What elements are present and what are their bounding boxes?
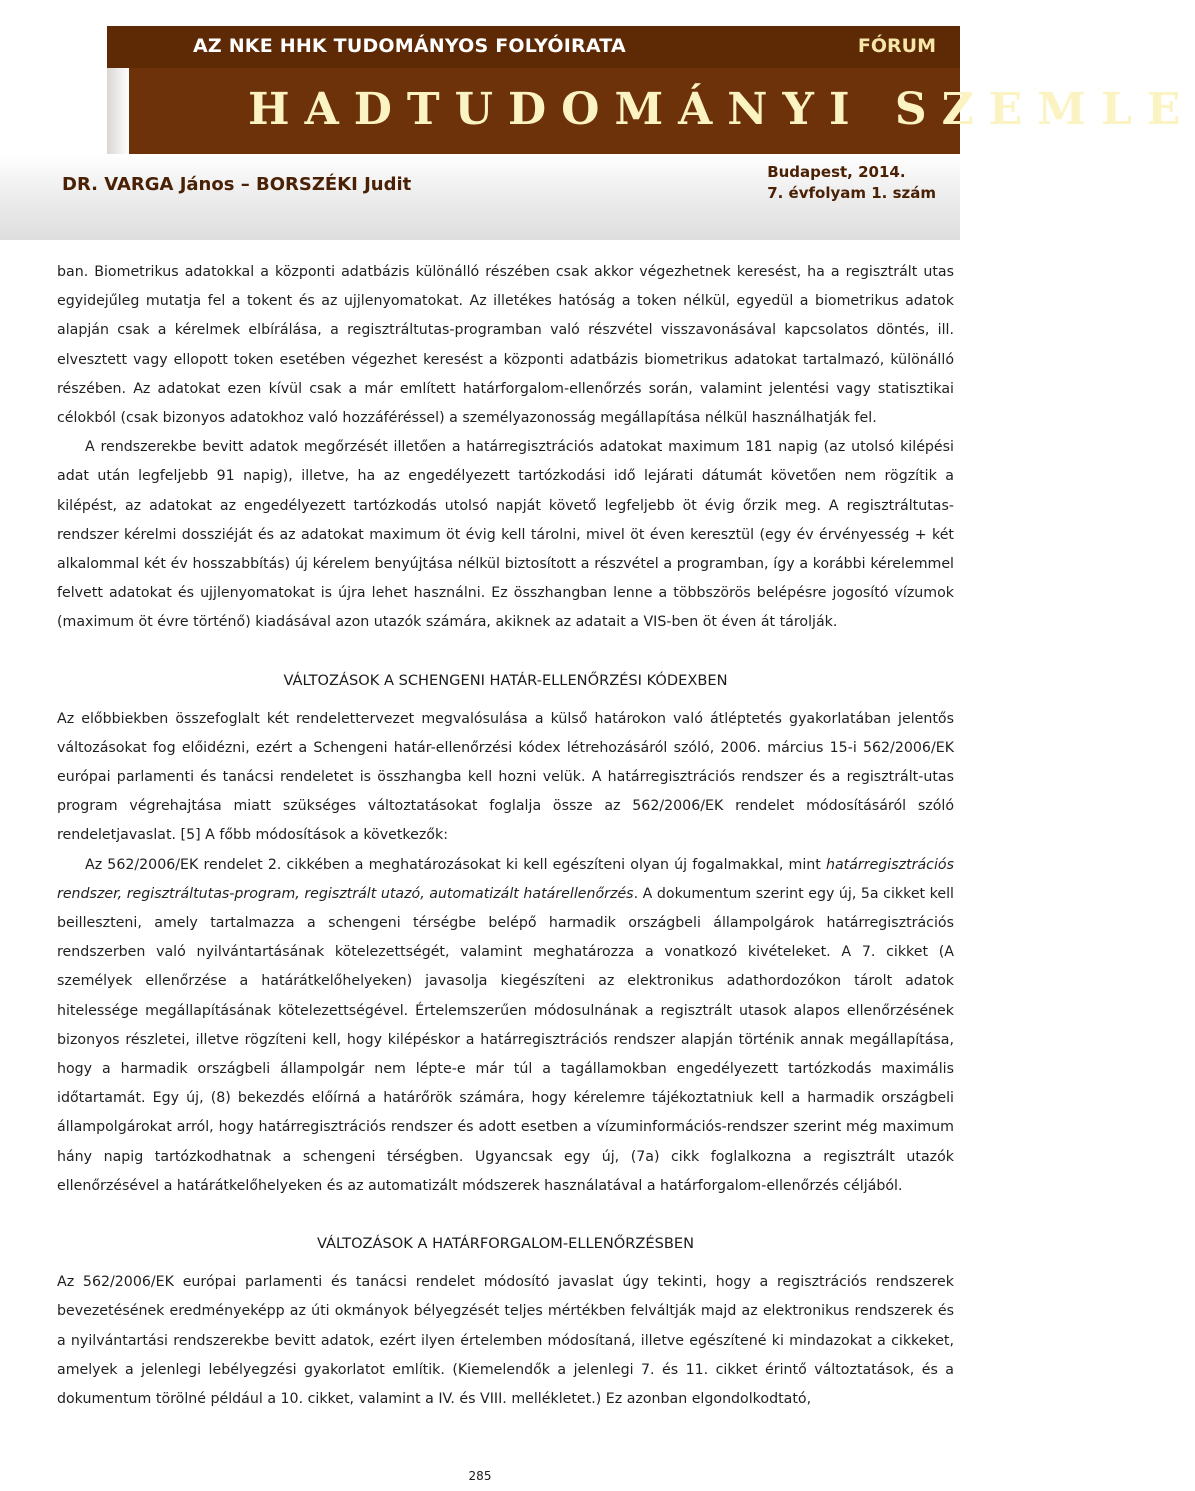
issue-volume: 7. évfolyam 1. szám	[767, 184, 936, 202]
paragraph: ban. Biometrikus adatokkal a központi adatbázis különálló részében csak akkor végezhetnek keresést, ha a regisztrált utas egyidejűleg mutatja fel a tokent és az ujjlenyomatokat. Az illetékes hatóság a token nélkül, egyedül a biometrikus adatok alapján csak a kérelmek elbírálása, a regisztráltutas-programban való részvétel visszavonásával kapcsolatos döntés, ill. elvesztett vagy ellopott token esetében végezhet keresést a központi adatbázis biometrikus adatokat tartalmazó, különálló részében. Az adatokat ezen kívül csak a már említett határforgalom-ellenőrzés során, valamint jelentési vagy statisztikai célokból (csak bizonyos adatokhoz való hozzáféréssel) a személyazonosság megállapítása nélkül használhatják fel.	[57, 264, 954, 427]
header-side-accent	[107, 68, 129, 154]
paragraph: Az előbbiekben összefoglalt két rendelettervezet megvalósulása a külső határokon való átléptetés gyakorlatában jelentős változásokat fog előidézni, ezért a Schengeni határ-ellenőrzési kódex létrehozásáról szóló, 2006. március 15-i 562/2006/EK európai parlamenti és tanácsi rendeletet is összhangba kell hozni velük. A határregisztrációs rendszer és a regisztrált-utas program végrehajtása miatt szükséges változtatásokat foglalja össze az 562/2006/EK rendelet módosításáról szóló rendeletjavaslat. [5] A főbb módosítások a következők:	[57, 710, 954, 844]
paragraph-text: Az 562/2006/EK rendelet 2. cikkében a meghatározásokat ki kell egészíteni olyan új fogalmakkal, mint	[85, 856, 826, 873]
paragraph: Az 562/2006/EK európai parlamenti és tanácsi rendelet módosító javaslat úgy tekinti, hogy a regisztrációs rendszerek bevezetésének eredményeképp az úti okmányok bélyegzését teljes mértékben felváltják majd az elektronikus rendszerek és a nyilvántartási rendszerekbe bevitt adatok, ezért ilyen értelemben módosítaná, illetve egészítené ki mindazokat a cikkeket, amelyek a jelenlegi lebélyegzési gyakorlatot említik. (Kiemelendők a jelenlegi 7. és 11. cikket érintő változtatások, és a dokumentum törölné például a 10. cikket, valamint a IV. és VIII. mellékletet.) Ez azonban elgondolkodtató,	[57, 1274, 954, 1407]
journal-title: HADTUDOMÁNYI SZEMLE	[248, 84, 1195, 135]
journal-name: AZ NKE HHK TUDOMÁNYOS FOLYÓIRATA	[193, 35, 626, 57]
italic-terms: határregisztrációs rendszer, regisztráltutas-program, regisztrált utazó, automatizált határellenőrzés	[57, 856, 954, 902]
section-label: FÓRUM	[857, 35, 936, 57]
section-heading: VÁLTOZÁSOK A SCHENGENI HATÁR-ELLENŐRZÉSI KÓDEXBEN	[283, 671, 728, 689]
issue-place-year: Budapest, 2014.	[767, 163, 906, 181]
issue-info	[767, 162, 936, 204]
page-number: 285	[468, 1469, 492, 1483]
paragraph	[57, 851, 954, 1201]
header-top-bar	[107, 26, 960, 68]
section-heading: VÁLTOZÁSOK A HATÁRFORGALOM-ELLENŐRZÉSBEN	[317, 1235, 694, 1253]
paragraph: A rendszerekbe bevitt adatok megőrzését illetően a határregisztrációs adatokat maximum 181 napig (az utolsó kilépési adat után legfeljebb 91 napig), illetve, ha az engedélyezett tartózkodási idő lejárati dátumát követően nem rögzítik a kilépést, az adatokat az engedélyezett tartózkodás utolsó napját követő legfeljebb öt évig őrzik meg. A regisztráltutas-rendszer kérelmi dossziéját és az adatokat maximum öt évig kell tárolni, mivel öt éven keresztül (egy év érvényesség + két alkalommal két év hosszabbítás) új kérelem benyújtása nélkül biztosított a részvétel a programban, így a korábbi kérelemmel felvett adatokat és ujjlenyomatokat is újra lehet használni. Ez összhangban lenne a többszörös belépésre jogosító vízumok (maximum öt évre történő) kiadásával azon utazók számára, akiknek az adatait a VIS-ben öt éven át tárolják.	[57, 439, 954, 631]
header-info-bar	[0, 154, 960, 240]
paragraph-text: . A dokumentum szerint egy új, 5a cikket kell beilleszteni, amely tartalmazza a schengeni térségbe belépő harmadik országbeli állampolgárok határregisztrációs rendszerben való nyilvántartásának kötelezettségét, valamint meghatározza a vonatkozó kivételeket. A 7. cikket (A személyek ellenőrzése a határátkelőhelyeken) javasolja kiegészíteni az elektronikus adathordozókon tárolt adatok hitelessége megállapításának kötelezettségével. Értelemszerűen módosulnának a regisztrált utasok alapos ellenőrzésének bizonyos részletei, illetve rögzíteni kell, hogy kilépéskor a határregisztrációs rendszer alapján történik annak megállapítása, hogy a harmadik országbeli állampolgár nem lépte-e már túl a tagállamokban engedélyezett tartózkodás maximális időtartamát. Egy új, (8) bekezdés előírná a határőrök számára, hogy kérelemre tájékoztatniuk kell a harmadik országbeli állampolgárokat arról, hogy határregisztrációs rendszer és adott esetben a vízuminformációs-rendszer szerint még maximum hány napig tartózkodhatnak a schengeni térségben. Ugyancsak egy új, (7a) cikk foglalkozna a regisztrált utazók ellenőrzésével a határátkelőhelyeken és az automatizált módszerek használatával a határforgalom-ellenőrzés céljából.	[57, 885, 954, 1194]
article-authors: DR. VARGA János – BORSZÉKI Judit	[62, 174, 412, 195]
article-body	[57, 258, 954, 1414]
